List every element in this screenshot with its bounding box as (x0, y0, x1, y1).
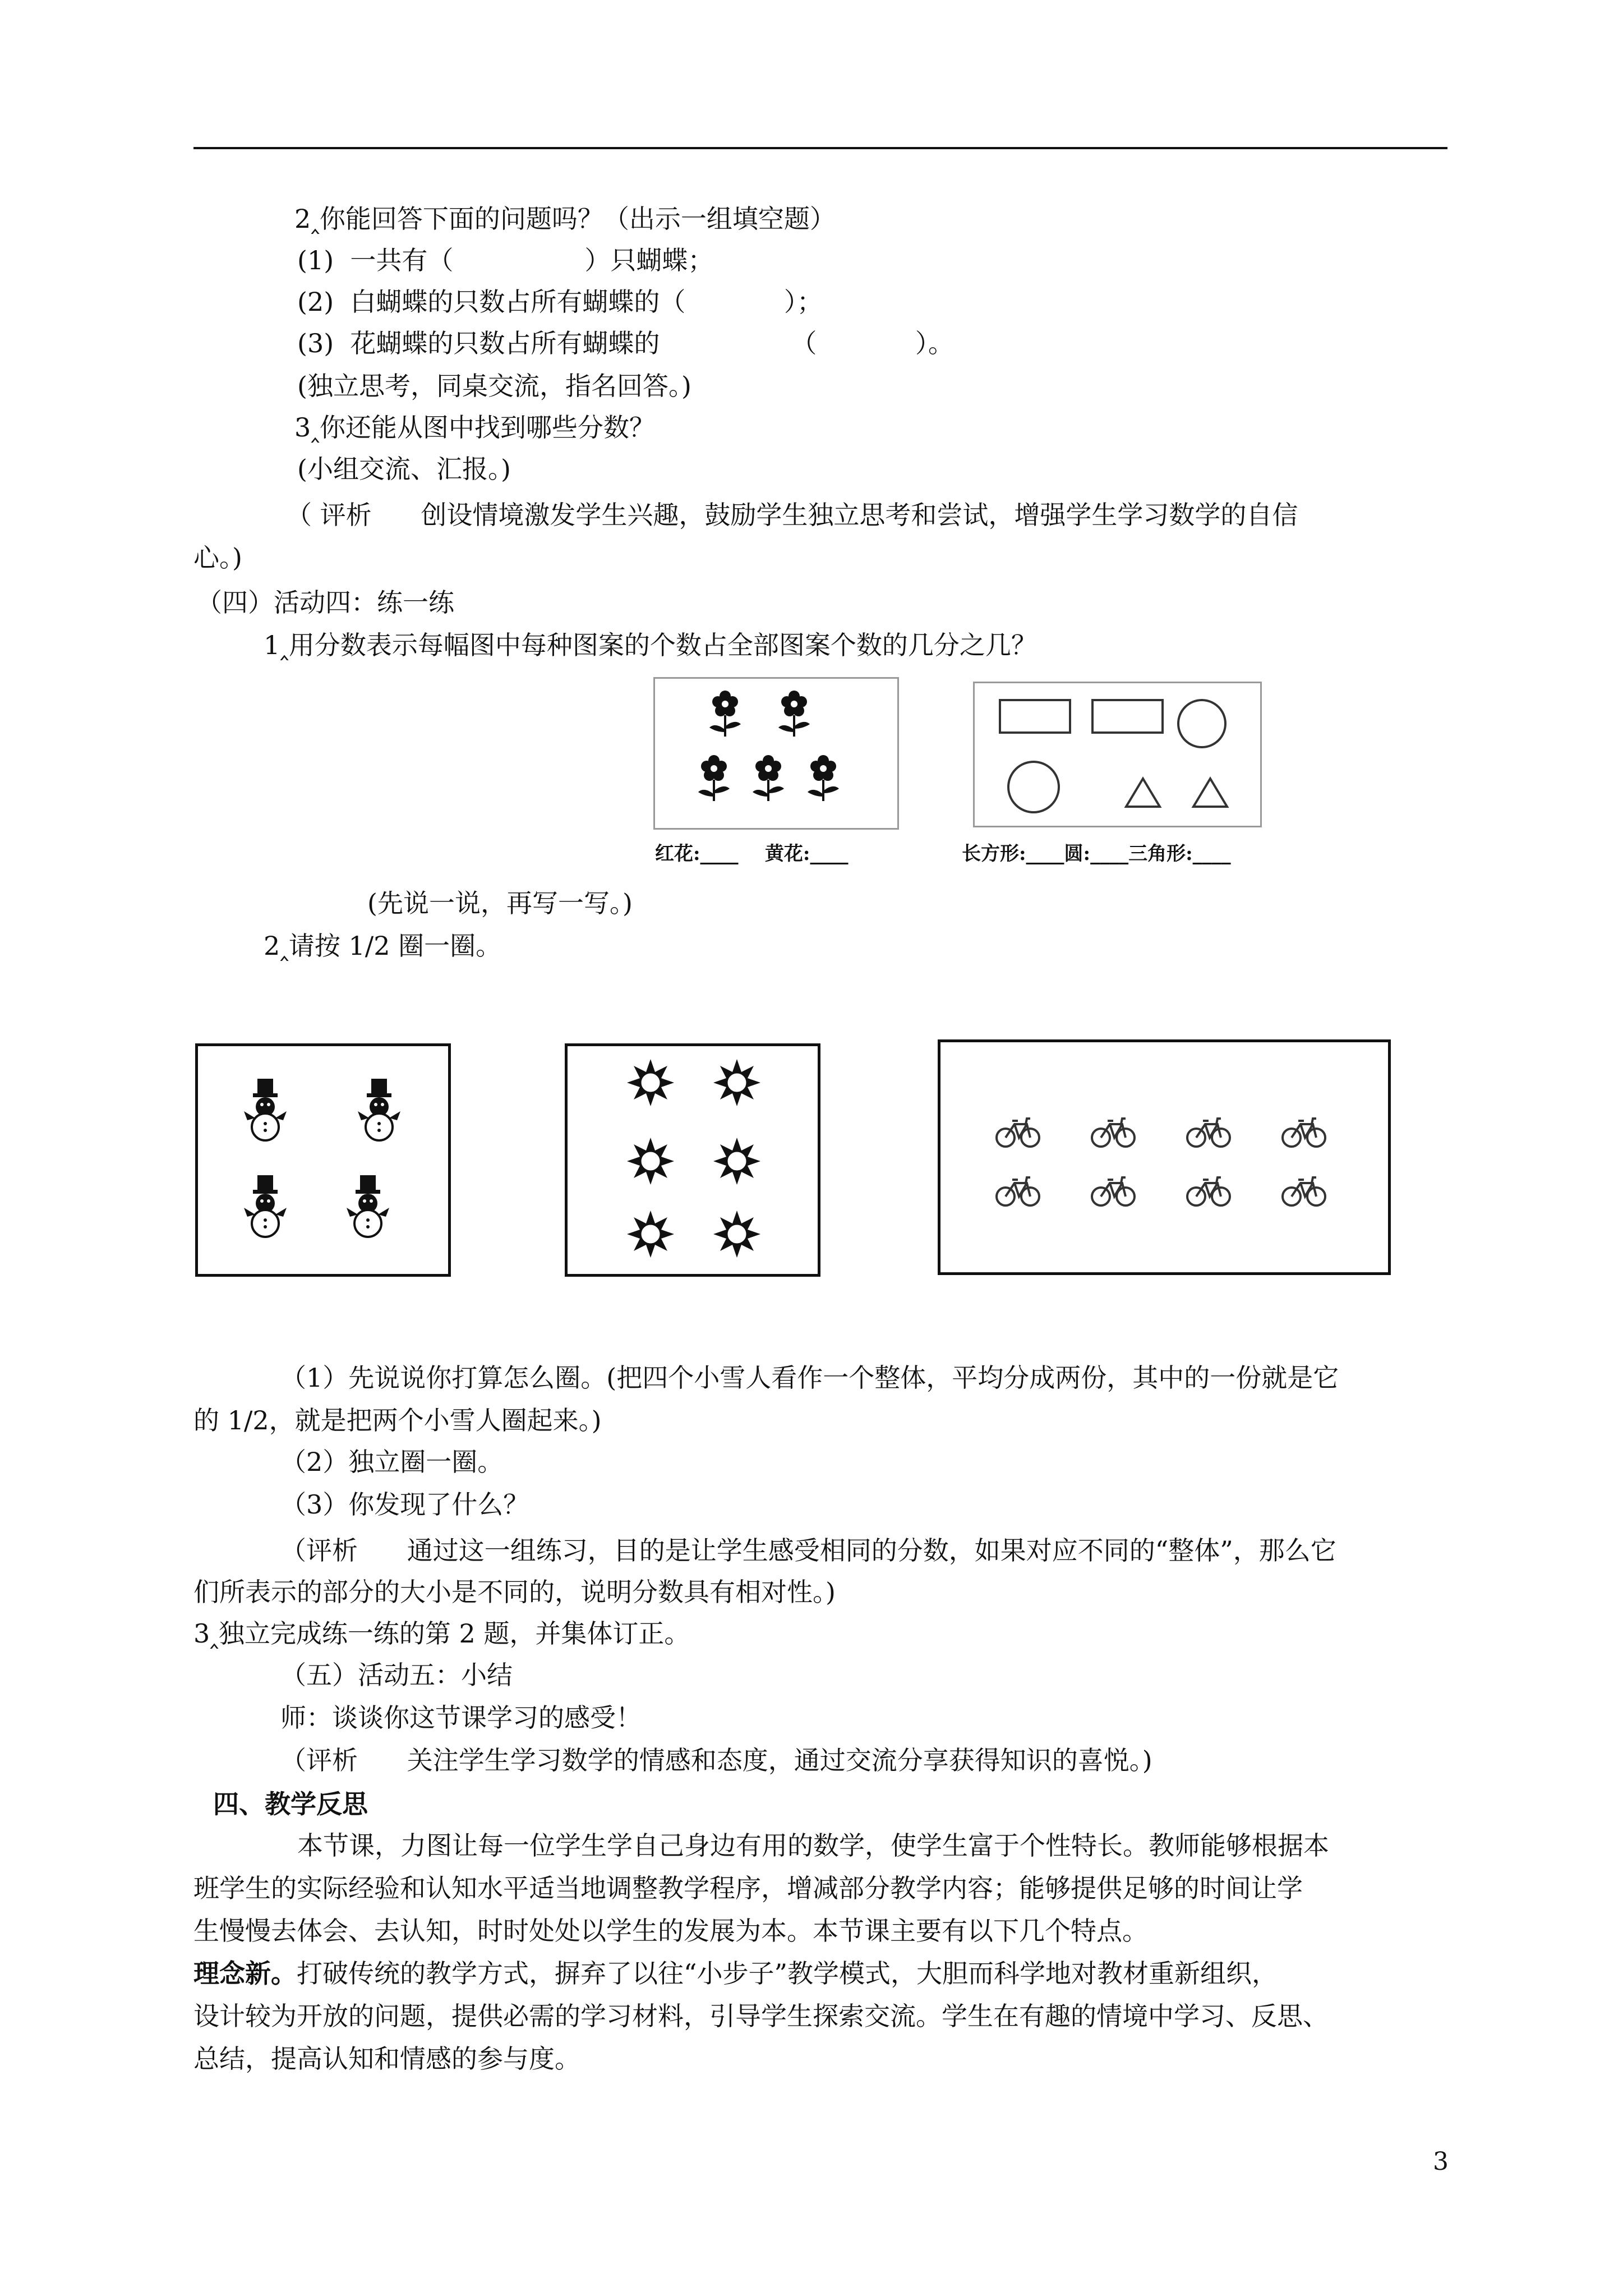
question-3: 3‸你还能从图中找到哪些分数？ (294, 412, 655, 443)
instruction-3: (先说一说，再写一写。) (367, 888, 633, 918)
step-1: （1）先说说你打算怎么圈。(把四个小雪人看作一个整体，平均分成两份，其中的一份就是它 (280, 1363, 1339, 1393)
flower-icons (655, 679, 901, 831)
bicycle-figure (938, 1039, 1391, 1275)
reflection-p2-cont-1: 设计较为开放的问题，提供必需的学习材料，引导学生探索交流。学生在有趣的情境中学习、反思、 (193, 2001, 1329, 2031)
instruction-2: (小组交流、汇报。) (297, 454, 511, 484)
shape-figure (973, 682, 1262, 827)
header-rule (193, 147, 1447, 149)
sun-icons (568, 1046, 823, 1280)
reflection-p2-lead: 理念新。 (193, 1958, 297, 1989)
comment-3: （评析 关注学生学习数学的情感和态度，通过交流分享获得知识的喜悦。) (280, 1745, 1152, 1775)
blank-2: (2) 白蝴蝶的只数占所有蝴蝶的（ ）； (297, 287, 823, 317)
reflection-p1: 本节课，力图让每一位学生学自己身边有用的数学，使学生富于个性特长。教师能够根据本 (297, 1830, 1329, 1861)
activity-4-heading: （四）活动四：练一练 (196, 587, 454, 618)
blank-3: (3) 花蝴蝶的只数占所有蝴蝶的 （ ）。 (297, 328, 954, 358)
page-number: 3 (1433, 2147, 1449, 2176)
reflection-p1-cont-1: 班学生的实际经验和认知水平适当地调整教学程序，增减部分教学内容；能够提供足够的时间让学 (193, 1873, 1303, 1903)
snowman-icons (198, 1046, 454, 1280)
flower-figure (653, 677, 899, 830)
question-2: 2‸你能回答下面的问题吗？（出示一组填空题） (294, 204, 836, 234)
sun-figure (565, 1043, 820, 1277)
exercise-1: 1‸用分数表示每幅图中每种图案的个数占全部图案个数的几分之几？ (264, 630, 1037, 660)
bicycle-icons (940, 1042, 1394, 1278)
step-2: （2）独立圈一圈。 (280, 1447, 504, 1477)
comment-2: （评析 通过这一组练习，目的是让学生感受相同的分数，如果对应不同的“整体”，那么它 (280, 1535, 1336, 1566)
comment-2-cont: 们所表示的部分的大小是不同的，说明分数具有相对性。) (193, 1577, 836, 1607)
exercise-3: 3‸独立完成练一练的第 2 题，并集体订正。 (193, 1618, 690, 1649)
teacher-prompt: 师：谈谈你这节课学习的感受！ (280, 1703, 642, 1733)
shape-icons (975, 683, 1264, 829)
flower-blank-labels: 红花:____ 黄花:____ (655, 843, 849, 865)
shape-blank-labels: 长方形:____圆:____三角形:____ (962, 843, 1231, 865)
snowman-figure (195, 1043, 451, 1277)
blank-1: (1) 一共有（ ）只蝴蝶； (297, 245, 714, 275)
reflection-p2 (193, 1958, 1278, 1989)
reflection-p2-cont-2: 总结，提高认知和情感的参与度。 (193, 2044, 580, 2074)
section-heading-reflection: 四、教学反思 (213, 1789, 368, 1819)
comment-1: （ 评析 创设情境激发学生兴趣，鼓励学生独立思考和尝试，增强学生学习数学的自信 (286, 500, 1298, 530)
instruction-1: (独立思考，同桌交流，指名回答。) (297, 371, 691, 401)
step-1-cont: 的 1/2，就是把两个小雪人圈起来。) (193, 1405, 602, 1435)
reflection-p1-cont-2: 生慢慢去体会、去认知，时时处处以学生的发展为本。本节课主要有以下几个特点。 (193, 1916, 1148, 1946)
activity-5-heading: （五）活动五：小结 (280, 1660, 513, 1690)
reflection-p2-body: 打破传统的教学方式，摒弃了以往“小步子”教学模式，大胆而科学地对教材重新组织， (297, 1958, 1278, 1989)
exercise-2: 2‸请按 1/2 圈一圈。 (264, 931, 502, 961)
comment-1-cont: 心。) (193, 542, 242, 573)
step-3: （3）你发现了什么？ (280, 1489, 529, 1520)
